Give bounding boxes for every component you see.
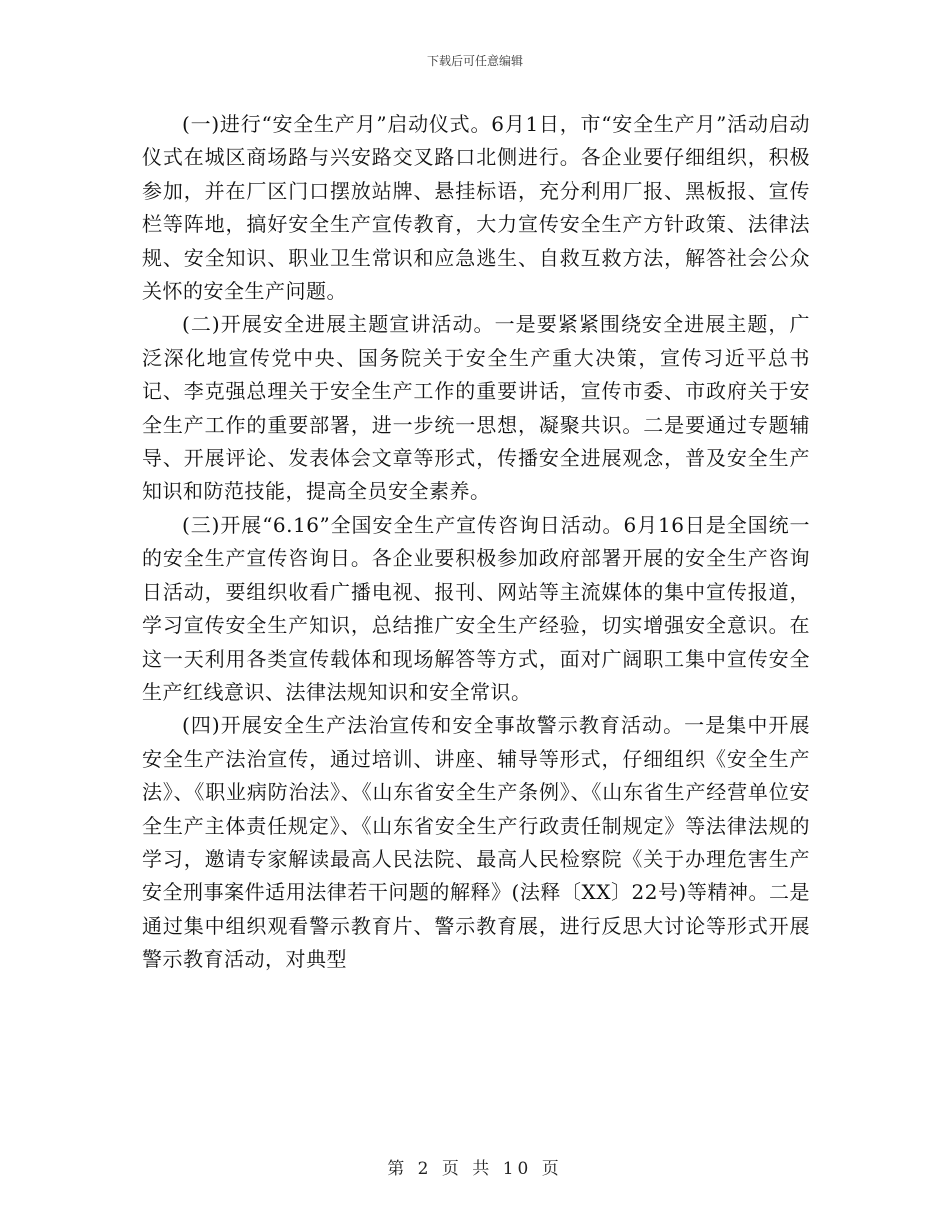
paragraph-2: (二)开展安全进展主题宣讲活动。一是要紧紧围绕安全进展主题，广泛深化地宣传党中央、国务院关于安全生产重大决策，宣传习近平总书记、李克强总理关于安全生产工作的重要讲话，宣传市委、市政府关于安全生产工作的重要部署，进一步统一思想，凝聚共识。二是要通过专题辅导、开展评论、发表体会文章等形式，传播安全进展观念，普及安全生产知识和防范技能，提高全员安全素养。 [142, 312, 810, 504]
page-header: 下载后可任意编辑 [426, 54, 523, 68]
paragraph-4: (四)开展安全生产法治宣传和安全事故警示教育活动。一是集中开展安全生产法治宣传，通过培训、讲座、辅导等形式，仔细组织《安全生产法》、《职业病防治法》、《山东省安全生产条例》、《山东省生产经营单位安全生产主体责任规定》、《山东省安全生产行政责任制规定》等法律法规的学习，邀请专家解读最高人民法院、最高人民检察院《关于办理危害生产安全刑事案件适用法律若干问题的解释》(法释〔XX〕22号)等精神。二是通过集中组织观看警示教育片、警示教育展，进行反思大讨论等形式开展警示教育活动，对典型 [142, 713, 810, 972]
paragraph-3: (三)开展“6.16”全国安全生产宣传咨询日活动。6月16日是全国统一的安全生产宣传咨询日。各企业要积极参加政府部署开展的安全生产咨询日活动，要组织收看广播电视、报刊、网站等主流媒体的集中宣传报道，学习宣传安全生产知识，总结推广安全生产经验，切实增强安全意识。在这一天利用各类宣传载体和现场解答等方式，面对广阔职工集中宣传安全生产红线意识、法律法规知识和安全常识。 [142, 512, 810, 704]
paragraph-1: (一)进行“安全生产月”启动仪式。6月1日，市“安全生产月”活动启动仪式在城区商场路与兴安路交叉路口北侧进行。各企业要仔细组织，积极参加，并在厂区门口摆放站牌、悬挂标语，充分利用厂报、黑板报、宣传栏等阵地，搞好安全生产宣传教育，大力宣传安全生产方针政策、法律法规、安全知识、职业卫生常识和应急逃生、自救互救方法，解答社会公众关怀的安全生产问题。 [142, 112, 810, 304]
page-footer: 第 2 页 共 10 页 [387, 1159, 563, 1179]
document-body [142, 108, 810, 977]
